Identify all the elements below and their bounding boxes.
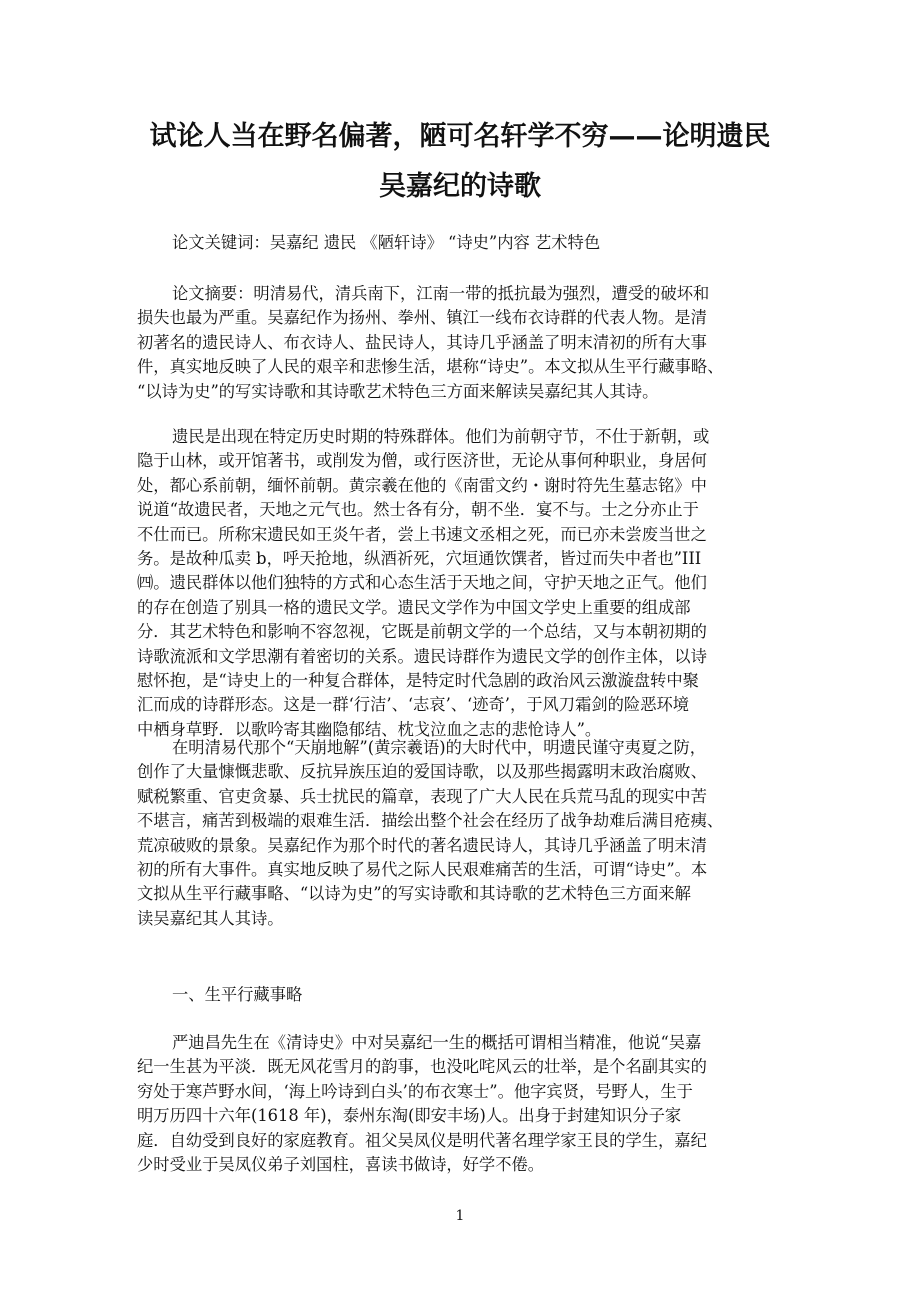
- text-line: ㈣。遗民群体以他们独特的方式和心态生活于天地之间，守护天地之正气。他们: [137, 573, 707, 593]
- text-line: 初的所有大事件。真实地反映了易代之际人民艰难痛苦的生活，可谓“诗史”。本: [137, 860, 708, 880]
- keywords-text: 论文关键词：吴嘉纪 遗民 《陋轩诗》 “诗史”内容 艺术特色: [172, 233, 601, 252]
- section-heading-text: 一、生平行藏事略: [172, 985, 303, 1004]
- text-line: 荒凉破败的景象。吴嘉纪作为那个时代的著名遗民诗人，其诗几乎涵盖了明末清: [137, 835, 707, 855]
- text-line: 读吴嘉纪其人其诗。: [137, 908, 284, 928]
- abstract-paragraph: [137, 282, 787, 404]
- text-line: 的存在创造了别具一格的遗民文学。遗民文学作为中国文学史上重要的组成部: [137, 597, 691, 617]
- text-line: 慰怀抱，是“诗史上的一种复合群体，是特定时代急剧的政治风云激漩盘转中聚: [137, 671, 699, 691]
- page-number: 1: [455, 1208, 465, 1224]
- body-paragraph-2: [137, 736, 787, 931]
- text-line: 中栖身草野．以歌吟寄其幽隐郁结、枕戈泣血之志的悲怆诗人”。: [137, 719, 602, 739]
- text-line: 不仕而已。所称宋遗民如王炎午者，尝上书速文丞相之死，而已亦未尝废当世之: [137, 524, 707, 544]
- text-line: 论文摘要：明清易代，清兵南下，江南一带的抵抗最为强烈，遭受的破坏和: [172, 284, 710, 303]
- body-paragraph-1: [137, 425, 787, 742]
- text-line: 损失也最为严重。吴嘉纪作为扬州、拳州、镇江一线布衣诗群的代表人物。是清: [137, 308, 707, 328]
- body-paragraph-3: [137, 1031, 787, 1177]
- paper-title: [100, 112, 820, 212]
- text-line: 不堪言，痛苦到极端的艰难生活．描绘出整个社会在经历了战争劫难后满目疮痍、: [137, 811, 724, 831]
- text-line: 说道“故遗民者，天地之元气也。然士各有分，朝不坐．宴不与。士之分亦止于: [137, 500, 699, 520]
- text-line: 汇而成的诗群形态。这是一群‘行洁’、‘志哀’、‘迹奇’，于风刀霜剑的险恶环境: [137, 695, 690, 715]
- text-line: 严迪昌先生在《清诗史》中对吴嘉纪一生的概括可谓相当精准，他说“吴嘉: [172, 1033, 702, 1052]
- text-line: 隐于山林，或开馆著书，或削发为僧，或行医济世，无论从事何种职业，身居何: [137, 451, 707, 471]
- text-line: 遗民是出现在特定历史时期的特殊群体。他们为前朝守节，不仕于新朝，或: [172, 427, 710, 446]
- text-line: 庭．自幼受到良好的家庭教育。祖父吴凤仪是明代著名理学家王艮的学生，嘉纪: [137, 1130, 707, 1150]
- title-line: 吴嘉纪的诗歌: [379, 171, 541, 202]
- text-line: 文拟从生平行藏事略、“以诗为史”的写实诗歌和其诗歌的艺术特色三方面来解: [137, 884, 691, 904]
- text-line: 明万历四十六年(1618 年)，泰州东淘(即安丰场)人。出身于封建知识分子家: [137, 1106, 682, 1126]
- text-line: 初著名的遗民诗人、布衣诗人、盐民诗人，其诗几乎涵盖了明末清初的所有大事: [137, 332, 707, 352]
- text-line: 纪一生甚为平淡．既无风花雪月的韵事，也没叱咤风云的壮举，是个名副其实的: [137, 1057, 707, 1077]
- text-line: 创作了大量慷慨悲歌、反抗异族压迫的爱国诗歌，以及那些揭露明末政治腐败、: [137, 762, 707, 782]
- section-heading: [137, 983, 787, 1007]
- keywords-line: [137, 231, 787, 255]
- text-line: 赋税繁重、官吏贪暴、兵士扰民的篇章，表现了广大人民在兵荒马乱的现实中苦: [137, 786, 707, 806]
- text-line: 分．其艺术特色和影响不容忽视，它既是前朝文学的一个总结，又与本朝初期的: [137, 622, 707, 642]
- text-line: 件，真实地反映了人民的艰辛和悲惨生活，堪称“诗史”。本文拟从生平行藏事略、: [137, 357, 724, 377]
- title-line: 试论人当在野名偏著，陋可名轩学不穷——论明遗民: [149, 121, 771, 152]
- text-line: 穷处于寒芦野水间，‘海上吟诗到白头’的布衣寒士”。他字宾贤，号野人，生于: [137, 1081, 693, 1101]
- text-line: 在明清易代那个“天崩地解”(黄宗羲语)的大时代中，明遗民谨守夷夏之防，: [172, 738, 707, 757]
- text-line: 务。是故种瓜卖 b，呼天抢地，纵酒祈死，穴垣通饮馔者，皆过而失中者也”III: [137, 549, 702, 569]
- text-line: 诗歌流派和文学思潮有着密切的关系。遗民诗群作为遗民文学的创作主体，以诗: [137, 646, 707, 666]
- text-line: 处，都心系前朝，缅怀前朝。黄宗羲在他的《南雷文约・谢时符先生墓志铭》中: [137, 475, 707, 495]
- text-line: 少时受业于吴凤仪弟子刘国柱，喜读书做诗，好学不倦。: [137, 1155, 545, 1175]
- text-line: “以诗为史”的写实诗歌和其诗歌艺术特色三方面来解读吴嘉纪其人其诗。: [137, 381, 659, 401]
